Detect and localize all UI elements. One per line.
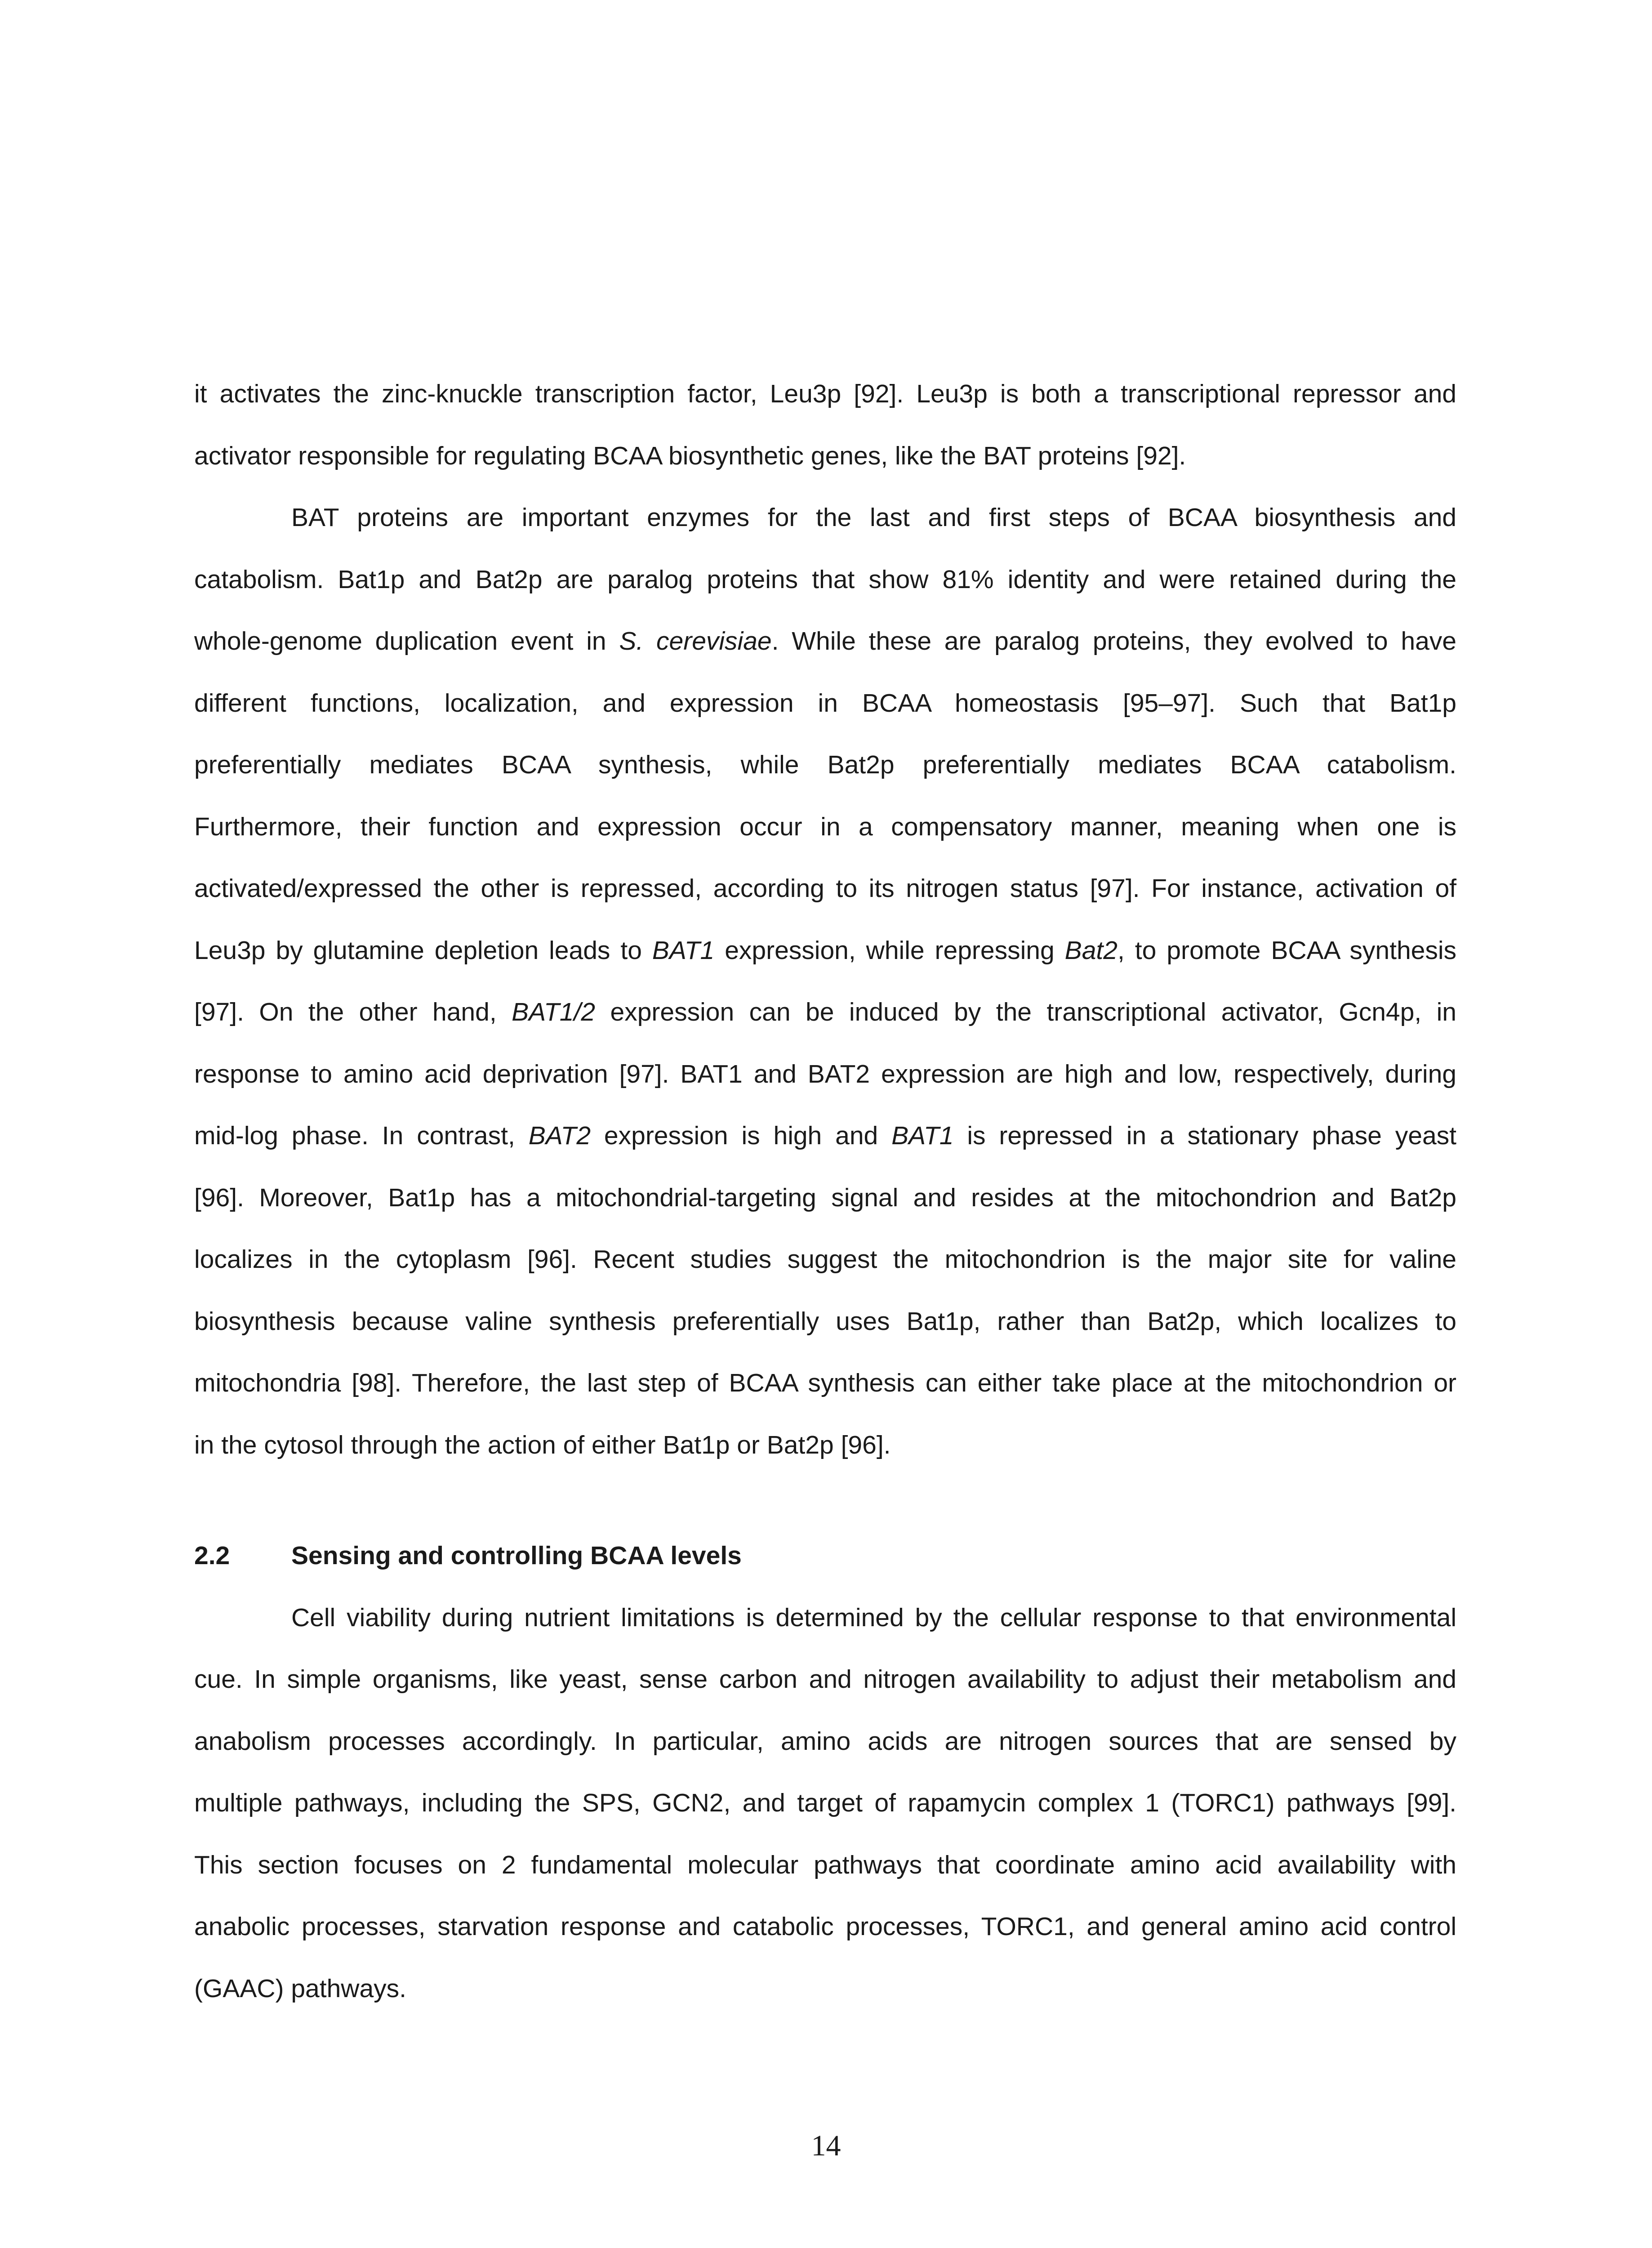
section-title: Sensing and controlling BCAA levels	[291, 1541, 742, 1570]
text-line: response to amino acid deprivation [97]. BAT1 and BAT2 expression are high and low, respectively, during	[194, 1059, 1456, 1088]
text-run: is repressed in a stationary phase yeast	[953, 1121, 1456, 1150]
text-line: mitochondria [98]. Therefore, the last step of BCAA synthesis can either take place at the mitochondrion or	[194, 1369, 1456, 1397]
species-name: S. cerevisiae	[619, 627, 772, 656]
text-line: preferentially mediates BCAA synthesis, while Bat2p preferentially mediates BCAA catabolism.	[194, 750, 1456, 779]
text-line: different functions, localization, and expression in BCAA homeostasis [95–97]. Such that Bat1p	[194, 688, 1456, 718]
text-run: [97]. On the other hand,	[194, 998, 512, 1026]
gene-name: BAT1	[891, 1121, 954, 1150]
text-line: Cell viability during nutrient limitations is determined by the cellular response to that environmental	[291, 1603, 1456, 1632]
text-line: anabolism processes accordingly. In particular, amino acids are nitrogen sources that are sensed by	[194, 1726, 1456, 1756]
gene-name: BAT1/2	[512, 998, 596, 1026]
text-run: expression is high and	[591, 1121, 892, 1150]
text-line: anabolic processes, starvation response and catabolic processes, TORC1, and general amino acid control	[194, 1912, 1456, 1941]
text-line: activated/expressed the other is repressed, according to its nitrogen status [97]. For instance, activation of	[194, 874, 1456, 903]
text-line: biosynthesis because valine synthesis preferentially uses Bat1p, rather than Bat2p, which localizes to	[194, 1307, 1456, 1336]
gene-name: BAT2	[528, 1121, 591, 1150]
page-number: 14	[811, 2129, 841, 2162]
text-line: in the cytosol through the action of either Bat1p or Bat2p [96].	[194, 1430, 891, 1459]
text-line: catabolism. Bat1p and Bat2p are paralog proteins that show 81% identity and were retained during the	[194, 565, 1456, 594]
text-line: multiple pathways, including the SPS, GCN2, and target of rapamycin complex 1 (TORC1) pathways [99].	[194, 1789, 1456, 1817]
text-line: BAT proteins are important enzymes for the last and first steps of BCAA biosynthesis and	[291, 503, 1456, 532]
paragraph-bat-proteins	[194, 487, 1456, 1476]
text-line: it activates the zinc-knuckle transcription factor, Leu3p [92]. Leu3p is both a transcriptional repressor and	[194, 379, 1456, 408]
text-line	[194, 1105, 1456, 1167]
text-line: This section focuses on 2 fundamental molecular pathways that coordinate amino acid availability with	[194, 1850, 1456, 1879]
text-line: [96]. Moreover, Bat1p has a mitochondrial-targeting signal and resides at the mitochondrion and Bat2p	[194, 1183, 1456, 1212]
paragraph-leu3p	[194, 363, 1456, 487]
gene-name: BAT1	[652, 936, 715, 965]
paragraph-sensing	[194, 1587, 1456, 2020]
text-line: Furthermore, their function and expression occur in a compensatory manner, meaning when one is	[194, 812, 1456, 841]
text-run: expression, while repressing	[714, 936, 1065, 965]
gene-name: Bat2	[1064, 936, 1118, 965]
text-run: . While these are paralog proteins, they evolved to have	[771, 627, 1457, 656]
text-line	[194, 981, 1456, 1044]
text-run: , to promote BCAA synthesis	[1117, 936, 1457, 965]
section-spacer	[194, 1476, 1456, 1525]
text-line: localizes in the cytoplasm [96]. Recent studies suggest the mitochondrion is the major site for valine	[194, 1245, 1456, 1274]
section-heading	[194, 1525, 1456, 1587]
text-line: activator responsible for regulating BCAA biosynthetic genes, like the BAT proteins [92].	[194, 441, 1186, 470]
text-run: mid-log phase. In contrast,	[194, 1121, 529, 1150]
page-body	[194, 363, 1456, 2020]
text-line: (GAAC) pathways.	[194, 1974, 406, 2003]
text-line	[194, 920, 1456, 982]
text-line: cue. In simple organisms, like yeast, sense carbon and nitrogen availability to adjust their metabolism and	[194, 1665, 1456, 1694]
section-number: 2.2	[194, 1541, 230, 1570]
text-run: Leu3p by glutamine depletion leads to	[194, 936, 652, 965]
text-run: expression can be induced by the transcriptional activator, Gcn4p, in	[595, 998, 1456, 1026]
text-line	[194, 611, 1456, 673]
text-run: whole-genome duplication event in	[194, 627, 619, 656]
